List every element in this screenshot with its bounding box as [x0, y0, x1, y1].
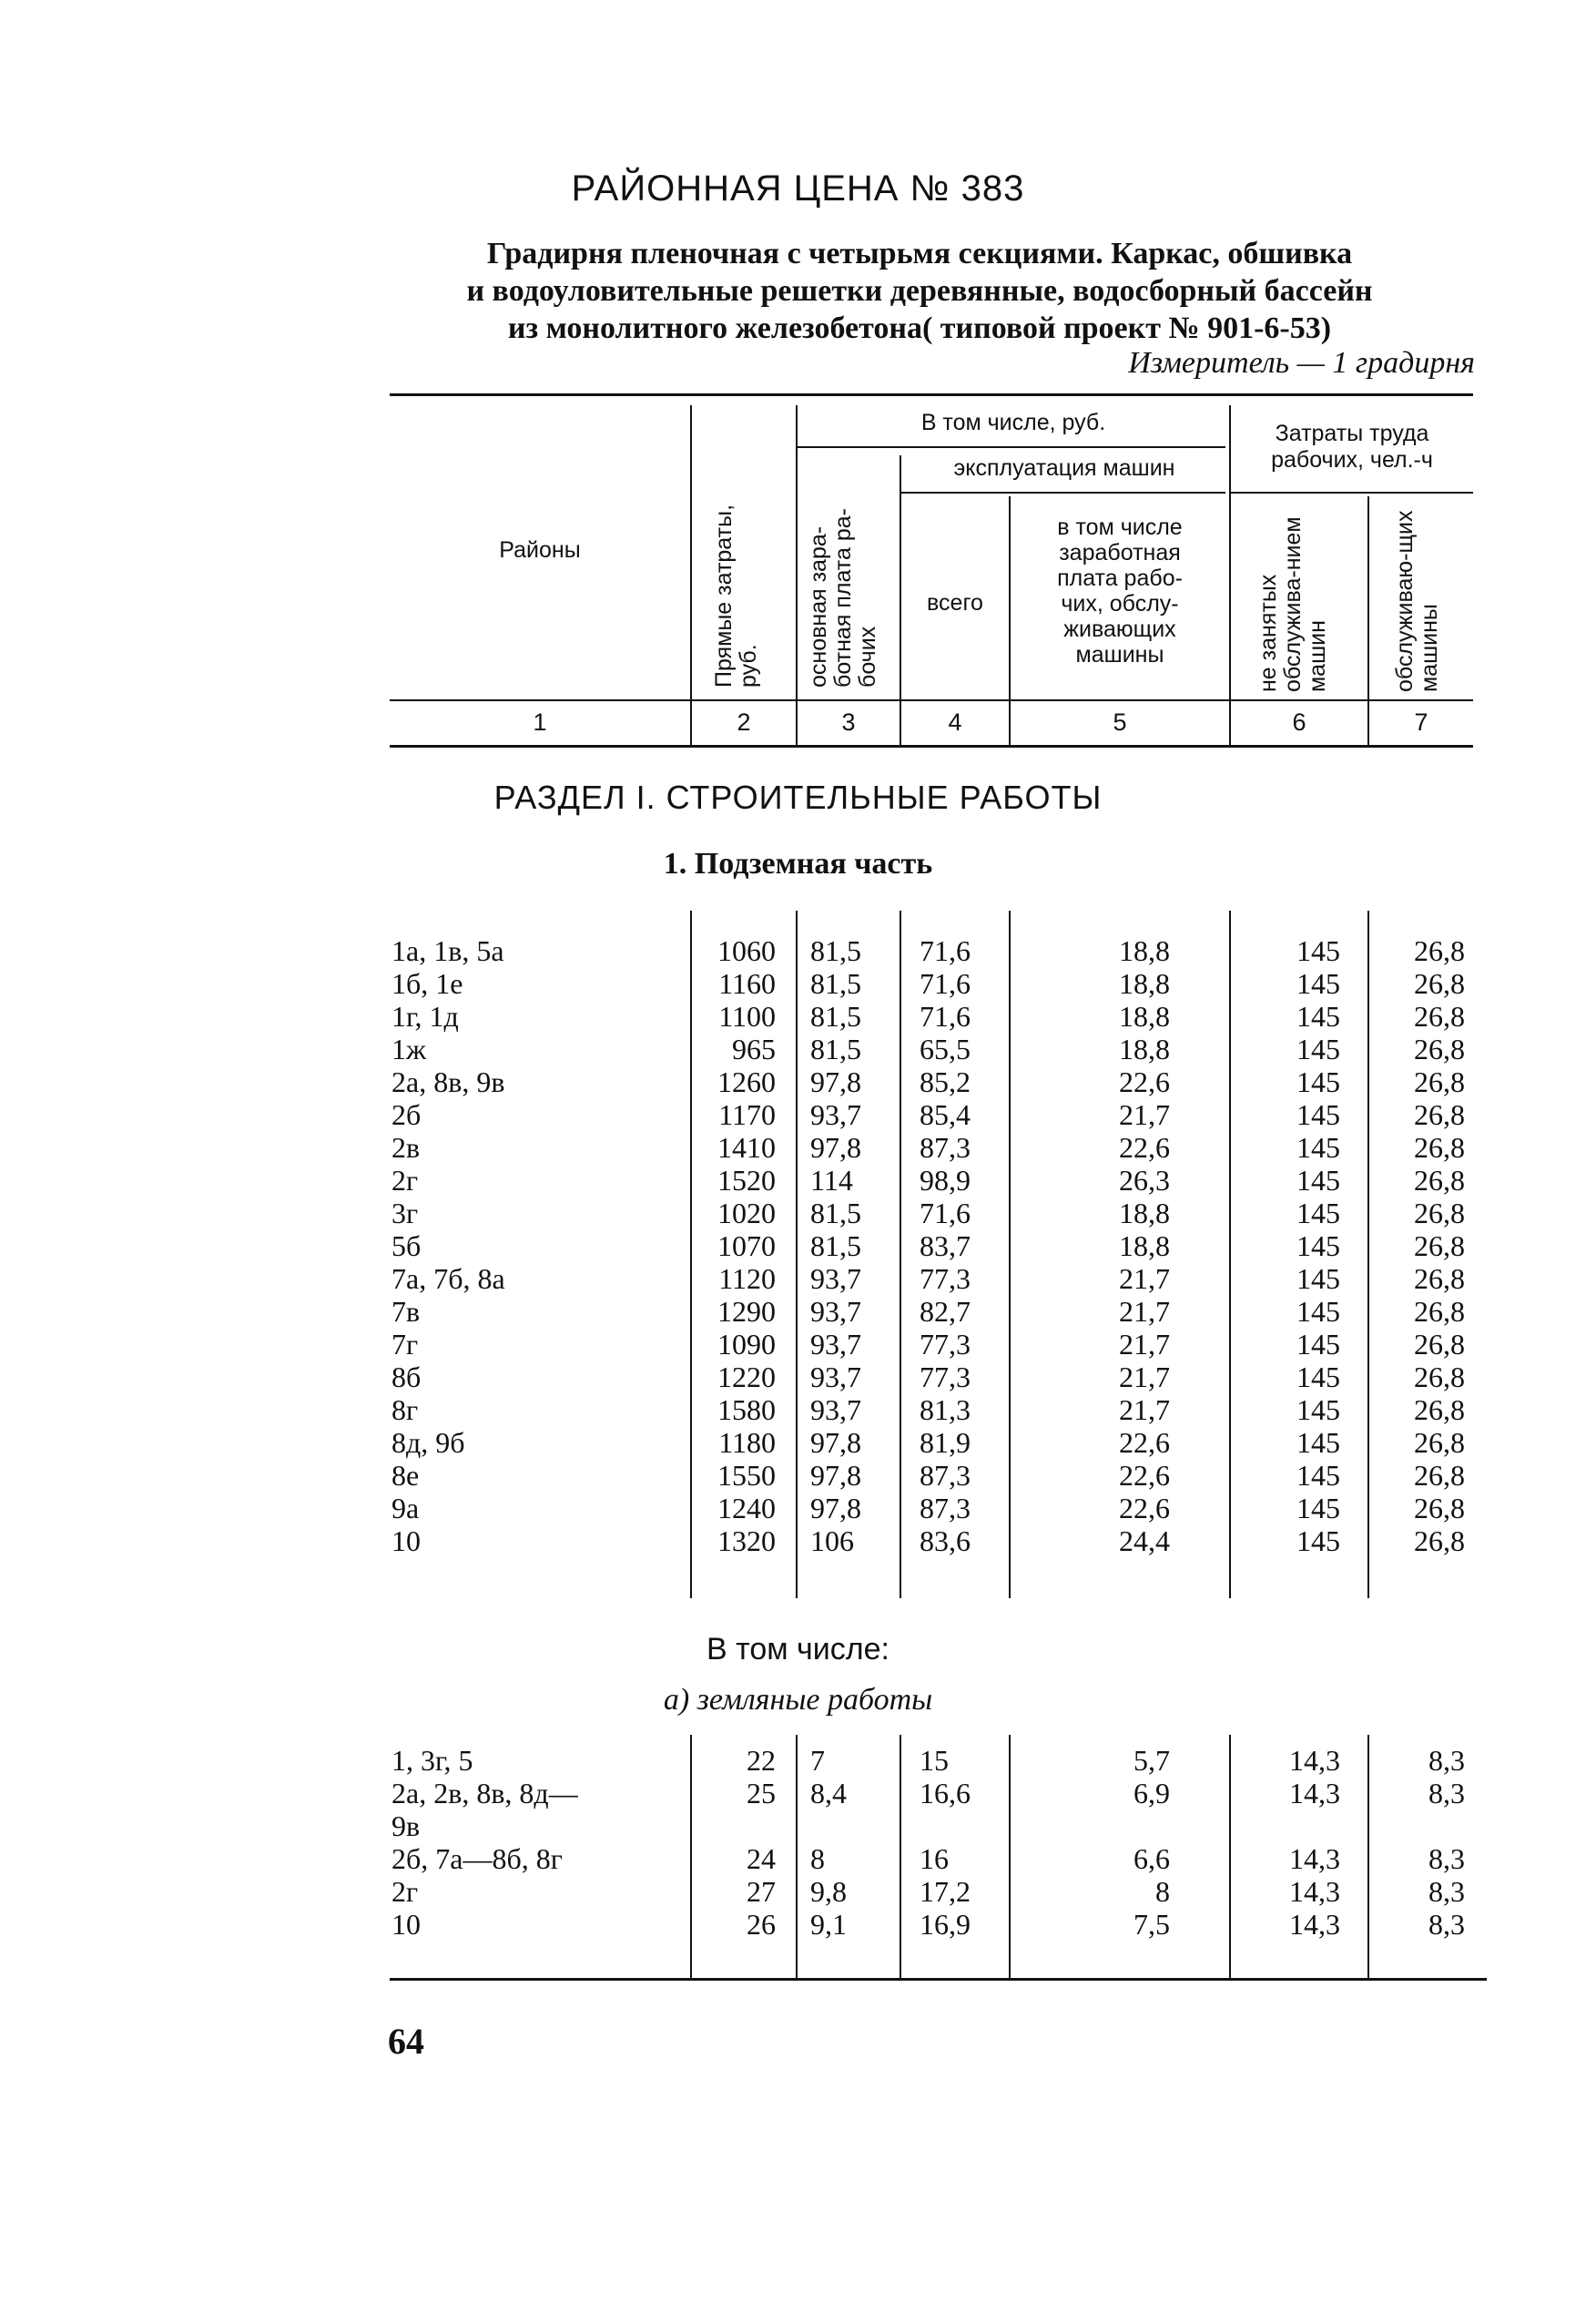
region-cell: 2г	[391, 1164, 419, 1197]
value-cell-c5: 18,8	[1119, 1229, 1170, 1262]
value-cell-c4: 98,9	[920, 1164, 971, 1197]
value-cell-c4: 85,4	[920, 1098, 971, 1131]
value-cell-c6: 145	[1296, 1328, 1340, 1361]
value-cell-c7: 26,8	[1414, 1524, 1465, 1557]
value-cell-c3: 93,7	[810, 1262, 861, 1295]
colnum-bottom-rule	[390, 745, 1473, 748]
header-base-wage: основная зара-ботная плата ра-бочих	[806, 508, 880, 688]
value-cell-c5: 22,6	[1119, 1426, 1170, 1459]
value-cell-c2: 1320	[717, 1524, 776, 1557]
value-cell-c6: 14,3	[1289, 1875, 1340, 1908]
value-cell-c5: 22,6	[1119, 1459, 1170, 1492]
value-cell-c7: 26,8	[1414, 1131, 1465, 1164]
value-cell-c4: 17,2	[920, 1875, 971, 1908]
value-cell-c3: 97,8	[810, 1492, 861, 1524]
value-cell-c7: 26,8	[1414, 1229, 1465, 1262]
header-machine-op: эксплуатация машин	[953, 455, 1175, 481]
value-cell-c5: 18,8	[1119, 1000, 1170, 1033]
column-number: 4	[948, 708, 962, 736]
value-cell-c5: 6,6	[1133, 1842, 1170, 1875]
value-cell-c4: 87,3	[920, 1492, 971, 1524]
region-cell: 2б, 7а—8б, 8г	[391, 1842, 563, 1875]
table2-divider	[900, 1735, 901, 1979]
value-cell-c7: 26,8	[1414, 1000, 1465, 1033]
header-incl-wage-line: чих, обслу-	[1061, 591, 1179, 617]
header-incl: В том числе, руб.	[920, 410, 1106, 435]
region-cell: 7в	[391, 1295, 421, 1328]
value-cell-c2: 1100	[718, 1000, 776, 1033]
value-cell-c6: 14,3	[1289, 1777, 1340, 1809]
value-cell-c4: 71,6	[920, 1197, 971, 1229]
region-cell: 10	[391, 1524, 421, 1557]
value-cell-c5: 21,7	[1119, 1393, 1170, 1426]
value-cell-c5: 18,8	[1119, 934, 1170, 967]
region-cell: 8б	[391, 1361, 422, 1393]
value-cell-c3: 81,5	[810, 1000, 861, 1033]
header-regions: Районы	[499, 537, 581, 563]
region-cell: 2а, 8в, 9в	[391, 1065, 505, 1098]
value-cell-c6: 145	[1296, 1098, 1340, 1131]
value-cell-c6: 145	[1296, 1164, 1340, 1197]
value-cell-c4: 16	[920, 1842, 949, 1875]
value-cell-c2: 1020	[717, 1197, 776, 1229]
region-cell: 1б, 1е	[391, 967, 463, 1000]
value-cell-c5: 21,7	[1119, 1361, 1170, 1393]
header-labor	[1231, 421, 1473, 474]
description-line: Градирня пленочная с четырьмя секциями. Каркас, обшивка	[486, 237, 1353, 270]
value-cell-c7: 26,8	[1414, 1262, 1465, 1295]
region-cell: 8д, 9б	[391, 1426, 465, 1459]
value-cell-c2: 1120	[718, 1262, 776, 1295]
region-cell: 1г, 1д	[391, 1000, 459, 1033]
value-cell-c7: 26,8	[1414, 1361, 1465, 1393]
value-cell-c2: 1240	[717, 1492, 776, 1524]
value-cell-c6: 145	[1296, 1295, 1340, 1328]
description-line: из монолитного железобетона( типовой проект № 901-6-53)	[507, 311, 1332, 345]
value-cell-c5: 5,7	[1133, 1744, 1170, 1777]
incl-label: В том числе:	[707, 1632, 889, 1667]
value-cell-c6: 145	[1296, 1262, 1340, 1295]
value-cell-c3: 8,4	[810, 1777, 847, 1809]
region-cell: 8е	[391, 1459, 420, 1492]
value-cell-c4: 15	[920, 1744, 949, 1777]
header-incl-wage-line: заработная	[1059, 540, 1181, 566]
value-cell-c5: 21,7	[1119, 1098, 1170, 1131]
header-divider	[690, 405, 692, 747]
value-cell-c5: 22,6	[1119, 1492, 1170, 1524]
header-incl-wage-line: машины	[1075, 642, 1164, 668]
column-number: 5	[1113, 708, 1127, 736]
value-cell-c6: 145	[1296, 1131, 1340, 1164]
header-direct-costs: Прямые затраты, руб.	[711, 504, 761, 688]
region-cell: 2б	[391, 1098, 422, 1131]
section-heading: РАЗДЕЛ I. СТРОИТЕЛЬНЫЕ РАБОТЫ	[493, 779, 1103, 816]
description-line: и водоуловительные решетки деревянные, водосборный бассейн	[466, 274, 1373, 308]
value-cell-c3: 81,5	[810, 1197, 861, 1229]
value-cell-c4: 71,6	[920, 967, 971, 1000]
subsection-a-heading: а) земляные работы	[663, 1683, 933, 1717]
value-cell-c4: 65,5	[920, 1033, 971, 1065]
value-cell-c3: 97,8	[810, 1131, 861, 1164]
value-cell-c2: 27	[747, 1875, 776, 1908]
value-cell-c4: 71,6	[920, 934, 971, 967]
value-cell-c6: 145	[1296, 1000, 1340, 1033]
value-cell-c4: 87,3	[920, 1459, 971, 1492]
header-labor-line: Затраты труда	[1275, 421, 1429, 446]
header-incl-wage-line: живающих	[1063, 617, 1176, 642]
value-cell-c7: 8,3	[1428, 1875, 1465, 1908]
value-cell-c3: 81,5	[810, 1229, 861, 1262]
value-cell-c3: 93,7	[810, 1393, 861, 1426]
value-cell-c6: 145	[1296, 1361, 1340, 1393]
header-labor-line: рабочих, чел.-ч	[1271, 447, 1433, 473]
value-cell-c3: 97,8	[810, 1459, 861, 1492]
value-cell-c6: 14,3	[1289, 1908, 1340, 1941]
value-cell-c3: 9,1	[810, 1908, 847, 1941]
value-cell-c2: 1290	[717, 1295, 776, 1328]
value-cell-c3: 97,8	[810, 1065, 861, 1098]
value-cell-c3: 93,7	[810, 1098, 861, 1131]
region-cell: 2в	[391, 1131, 421, 1164]
region-cell: 9а	[391, 1492, 420, 1524]
region-cell: 1а, 1в, 5а	[391, 934, 504, 967]
value-cell-c2: 1410	[717, 1131, 776, 1164]
value-cell-c4: 81,3	[920, 1393, 971, 1426]
region-cell: 3г	[391, 1197, 419, 1229]
header-total: всего	[927, 590, 983, 616]
value-cell-c2: 26	[747, 1908, 776, 1941]
value-cell-c3: 93,7	[810, 1295, 861, 1328]
description	[364, 235, 1475, 347]
value-cell-c2: 1060	[717, 934, 776, 967]
value-cell-c2: 1170	[718, 1098, 776, 1131]
region-cell: 5б	[391, 1229, 422, 1262]
value-cell-c5: 21,7	[1119, 1295, 1170, 1328]
value-cell-c6: 145	[1296, 1197, 1340, 1229]
table1-divider	[796, 911, 798, 1598]
value-cell-c2: 965	[732, 1033, 776, 1065]
value-cell-c7: 26,8	[1414, 934, 1465, 967]
value-cell-c3: 9,8	[810, 1875, 847, 1908]
value-cell-c5: 6,9	[1133, 1777, 1170, 1809]
value-cell-c4: 83,7	[920, 1229, 971, 1262]
column-number: 7	[1414, 708, 1428, 736]
header-incl-wage-line: в том числе	[1057, 515, 1183, 540]
region-cell: 7а, 7б, 8а	[391, 1262, 505, 1295]
value-cell-c2: 1180	[718, 1426, 776, 1459]
value-cell-c7: 26,8	[1414, 1426, 1465, 1459]
region-cell: 1ж	[391, 1033, 427, 1065]
value-cell-c4: 82,7	[920, 1295, 971, 1328]
value-cell-c2: 22	[747, 1744, 776, 1777]
value-cell-c5: 18,8	[1119, 967, 1170, 1000]
value-cell-c4: 81,9	[920, 1426, 971, 1459]
column-number: 2	[737, 708, 751, 736]
region-cell: 2а, 2в, 8в, 8д—	[391, 1777, 578, 1809]
value-cell-c4: 77,3	[920, 1328, 971, 1361]
subsection-heading: 1. Подземная часть	[663, 847, 933, 881]
value-cell-c5: 21,7	[1119, 1328, 1170, 1361]
value-cell-c5: 18,8	[1119, 1033, 1170, 1065]
value-cell-c6: 145	[1296, 1492, 1340, 1524]
column-number: 6	[1292, 708, 1306, 736]
header-incl-wage-line: плата рабо-	[1057, 566, 1183, 591]
value-cell-c4: 87,3	[920, 1131, 971, 1164]
table2-divider	[796, 1735, 798, 1979]
value-cell-c4: 77,3	[920, 1262, 971, 1295]
value-cell-c5: 7,5	[1133, 1908, 1170, 1941]
value-cell-c6: 145	[1296, 1033, 1340, 1065]
value-cell-c2: 1580	[717, 1393, 776, 1426]
value-cell-c4: 71,6	[920, 1000, 971, 1033]
header-not-machine: не занятых обслужива-нием машин	[1255, 516, 1330, 692]
value-cell-c2: 25	[747, 1777, 776, 1809]
region-cell: 9в	[391, 1809, 421, 1842]
value-cell-c7: 26,8	[1414, 1033, 1465, 1065]
value-cell-c4: 85,2	[920, 1065, 971, 1098]
header-top-rule	[390, 393, 1473, 396]
value-cell-c6: 145	[1296, 934, 1340, 967]
value-cell-c4: 16,6	[920, 1777, 971, 1809]
region-cell: 2г	[391, 1875, 419, 1908]
value-cell-c2: 24	[747, 1842, 776, 1875]
value-cell-c2: 1070	[717, 1229, 776, 1262]
value-cell-c6: 145	[1296, 967, 1340, 1000]
value-cell-c7: 8,3	[1428, 1744, 1465, 1777]
value-cell-c7: 26,8	[1414, 1295, 1465, 1328]
value-cell-c5: 22,6	[1119, 1065, 1170, 1098]
value-cell-c5: 8	[1155, 1875, 1170, 1908]
value-cell-c7: 26,8	[1414, 1197, 1465, 1229]
value-cell-c2: 1550	[717, 1459, 776, 1492]
column-number: 3	[841, 708, 856, 736]
value-cell-c4: 83,6	[920, 1524, 971, 1557]
value-cell-c5: 24,4	[1119, 1524, 1170, 1557]
value-cell-c7: 8,3	[1428, 1777, 1465, 1809]
value-cell-c5: 22,6	[1119, 1131, 1170, 1164]
value-cell-c6: 145	[1296, 1229, 1340, 1262]
header-bottom-rule	[390, 699, 1473, 701]
page-number: 64	[388, 2021, 424, 2062]
region-cell: 1, 3г, 5	[391, 1744, 473, 1777]
value-cell-c3: 81,5	[810, 1033, 861, 1065]
header-sub-rule	[901, 492, 1225, 494]
column-number: 1	[533, 708, 547, 736]
value-cell-c2: 1090	[717, 1328, 776, 1361]
page-title: РАЙОННАЯ ЦЕНА № 383	[571, 168, 1025, 209]
value-cell-c7: 26,8	[1414, 1328, 1465, 1361]
header-incl-wage	[1011, 515, 1229, 668]
unit-of-measure: Измеритель — 1 градирня	[1128, 346, 1475, 380]
value-cell-c2: 1260	[717, 1065, 776, 1098]
value-cell-c5: 18,8	[1119, 1197, 1170, 1229]
region-cell: 8г	[391, 1393, 419, 1426]
value-cell-c3: 106	[810, 1524, 854, 1557]
value-cell-c3: 7	[810, 1744, 825, 1777]
value-cell-c3: 93,7	[810, 1328, 861, 1361]
value-cell-c7: 26,8	[1414, 967, 1465, 1000]
value-cell-c2: 1520	[717, 1164, 776, 1197]
value-cell-c7: 8,3	[1428, 1908, 1465, 1941]
header-sub-rule	[798, 446, 1225, 448]
value-cell-c5: 26,3	[1119, 1164, 1170, 1197]
value-cell-c6: 145	[1296, 1426, 1340, 1459]
value-cell-c6: 145	[1296, 1524, 1340, 1557]
value-cell-c4: 77,3	[920, 1361, 971, 1393]
value-cell-c3: 114	[810, 1164, 853, 1197]
value-cell-c7: 26,8	[1414, 1164, 1465, 1197]
value-cell-c3: 81,5	[810, 967, 861, 1000]
value-cell-c7: 26,8	[1414, 1098, 1465, 1131]
value-cell-c6: 145	[1296, 1393, 1340, 1426]
value-cell-c3: 97,8	[810, 1426, 861, 1459]
value-cell-c7: 26,8	[1414, 1393, 1465, 1426]
value-cell-c7: 26,8	[1414, 1492, 1465, 1524]
value-cell-c6: 14,3	[1289, 1744, 1340, 1777]
value-cell-c3: 8	[810, 1842, 825, 1875]
table1-divider	[900, 911, 901, 1598]
value-cell-c3: 81,5	[810, 934, 861, 967]
value-cell-c4: 16,9	[920, 1908, 971, 1941]
header-sub-rule	[1231, 492, 1473, 494]
table2-bottom-rule	[390, 1978, 1487, 1981]
region-cell: 10	[391, 1908, 421, 1941]
region-cell: 7г	[391, 1328, 419, 1361]
value-cell-c3: 93,7	[810, 1361, 861, 1393]
value-cell-c6: 14,3	[1289, 1842, 1340, 1875]
value-cell-c7: 26,8	[1414, 1459, 1465, 1492]
value-cell-c5: 21,7	[1119, 1262, 1170, 1295]
value-cell-c7: 26,8	[1414, 1065, 1465, 1098]
value-cell-c6: 145	[1296, 1065, 1340, 1098]
value-cell-c6: 145	[1296, 1459, 1340, 1492]
value-cell-c7: 8,3	[1428, 1842, 1465, 1875]
value-cell-c2: 1160	[718, 967, 776, 1000]
header-machine: обслуживаю-щих машины	[1392, 510, 1442, 692]
value-cell-c2: 1220	[717, 1361, 776, 1393]
header-divider	[796, 405, 798, 747]
